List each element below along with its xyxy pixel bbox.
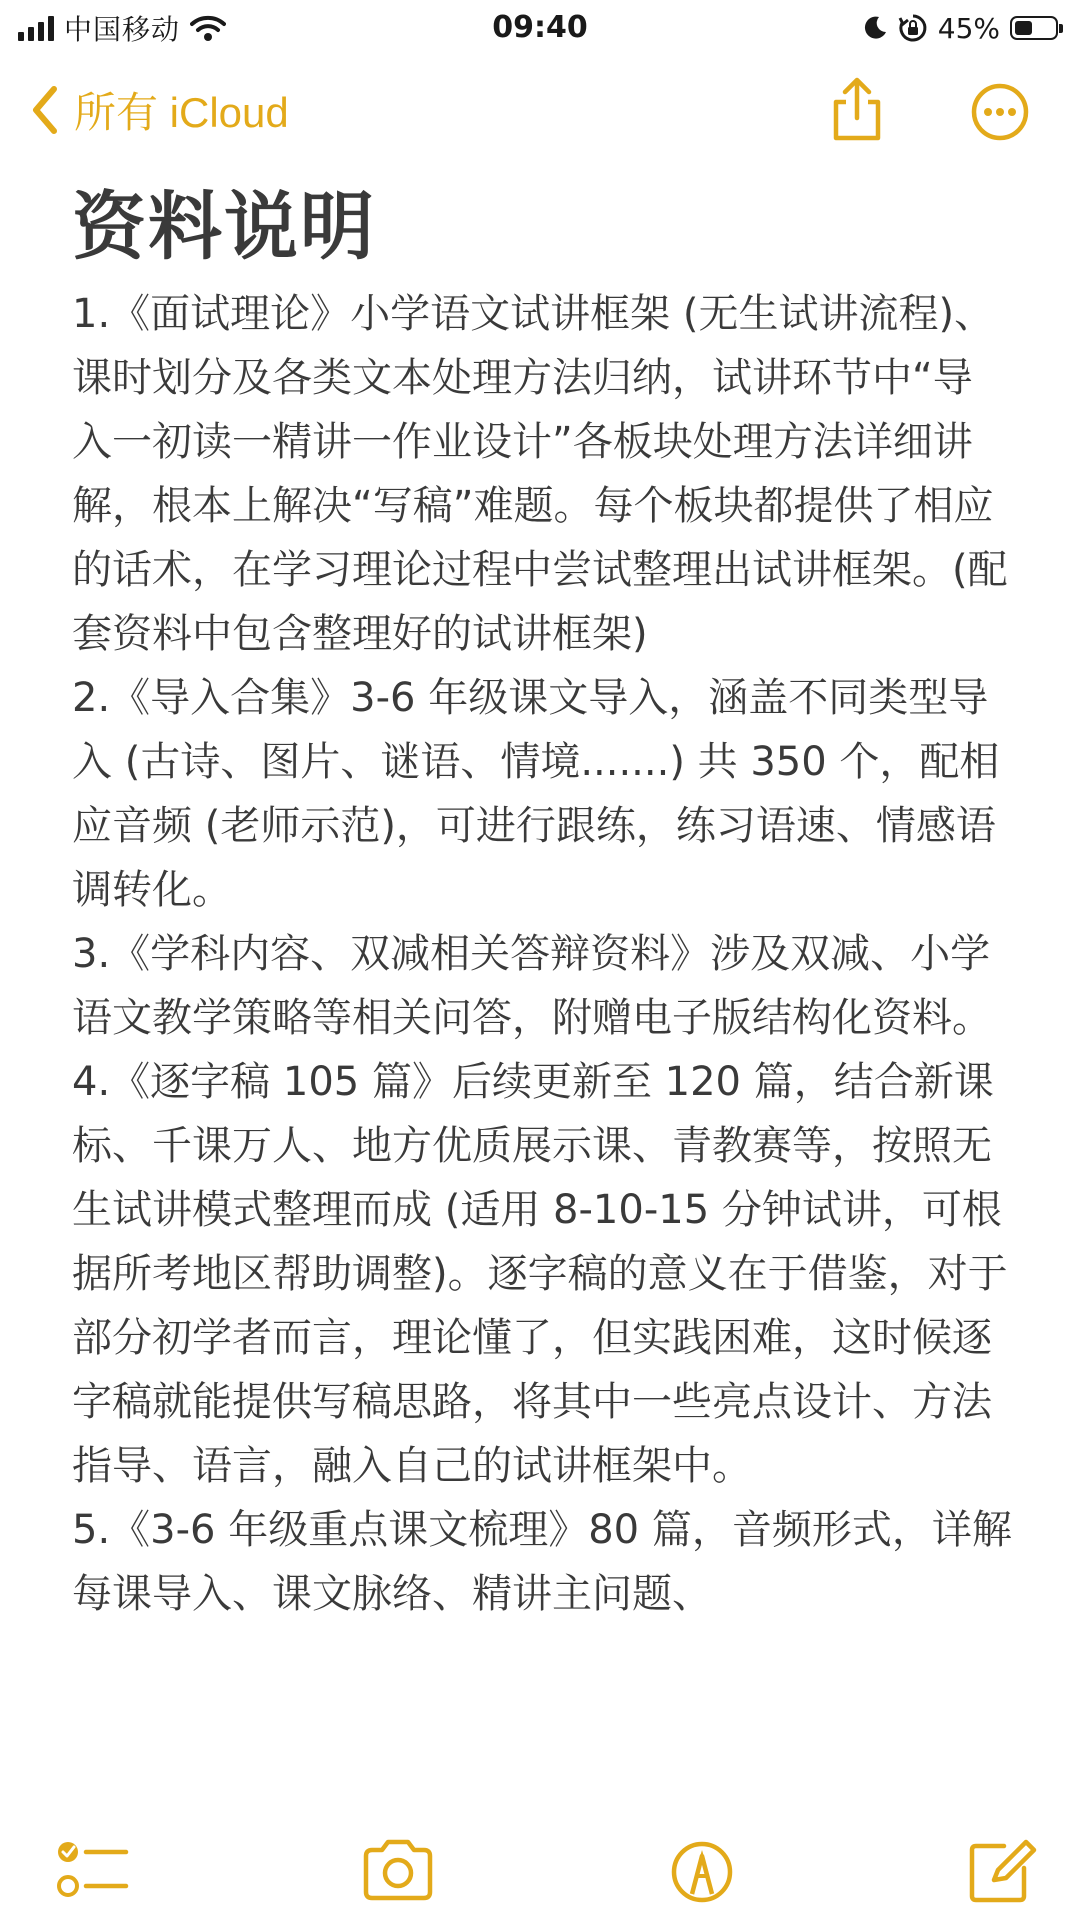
battery-percent: 45% bbox=[937, 11, 1000, 45]
share-button[interactable] bbox=[826, 76, 888, 142]
status-right bbox=[862, 8, 1058, 48]
note-paragraph-5: 5.《3-6 年级重点课文梳理》80 篇，音频形式，详解每课导入、课文脉络、精讲主问题、 bbox=[72, 1507, 1012, 1617]
markup-button[interactable] bbox=[664, 1836, 740, 1906]
share-icon bbox=[826, 76, 888, 142]
note-title[interactable]: 资料说明 bbox=[72, 184, 376, 270]
checklist-icon bbox=[56, 1836, 132, 1906]
note-paragraph-2: 2.《导入合集》3-6 年级课文导入，涵盖不同类型导入 (古诗、图片、谜语、情境.......) 共 350 个，配相应音频 (老师示范)，可进行跟练，练习语速、情感语调转化。 bbox=[72, 675, 1000, 913]
note-paragraph-4: 4.《逐字稿 105 篇》后续更新至 120 篇，结合新课标、千课万人、地方优质展示课、青教赛等，按照无生试讲模式整理而成 (适用 8-10-15 分钟试讲，可根据所考地区帮助调整)。逐字稿的意义在于借鉴，对于部分初学者而言，理论懂了，但实践困难，这时候逐字稿就能提供写稿思路，将其中一些亮点设计、方法指导、语言，融入自己的试讲框架中。 bbox=[72, 1059, 1008, 1489]
camera-icon bbox=[360, 1836, 436, 1906]
compose-button[interactable] bbox=[964, 1836, 1040, 1906]
carrier-name: 中国移动 bbox=[64, 13, 181, 46]
orientation-lock-icon bbox=[898, 13, 928, 43]
more-button[interactable] bbox=[970, 82, 1030, 142]
checklist-button[interactable] bbox=[56, 1836, 132, 1906]
battery-fill bbox=[1015, 21, 1032, 35]
note-paragraph-1: 1.《面试理论》小学语文试讲框架 (无生试讲流程)、课时划分及各类文本处理方法归纳，试讲环节中“导入一初读一精讲一作业设计”各板块处理方法详细讲解，根本上解决“写稿”难题。每个板块都提供了相应的话术，在学习理论过程中尝试整理出试讲框架。(配套资料中包含整理好的试讲框架) bbox=[72, 291, 1008, 657]
back-button-label: 所有 iCloud bbox=[74, 89, 289, 136]
status-bar bbox=[0, 0, 1080, 56]
ellipsis-circle-icon bbox=[970, 82, 1030, 142]
compose-icon bbox=[964, 1836, 1040, 1906]
chevron-left-icon bbox=[30, 85, 60, 135]
note-paragraph-3: 3.《学科内容、双减相关答辩资料》涉及双减、小学语文教学策略等相关问答，附赠电子版结构化资料。 bbox=[72, 931, 992, 1041]
battery-icon bbox=[1010, 16, 1058, 40]
moon-icon bbox=[862, 15, 888, 41]
status-time: 09:40 bbox=[492, 10, 588, 45]
camera-button[interactable] bbox=[360, 1836, 436, 1906]
toolbar-fade-overlay bbox=[0, 1760, 1080, 1920]
markup-pen-icon bbox=[664, 1836, 740, 1906]
note-body[interactable] bbox=[72, 282, 1012, 1822]
back-button[interactable] bbox=[30, 80, 289, 140]
